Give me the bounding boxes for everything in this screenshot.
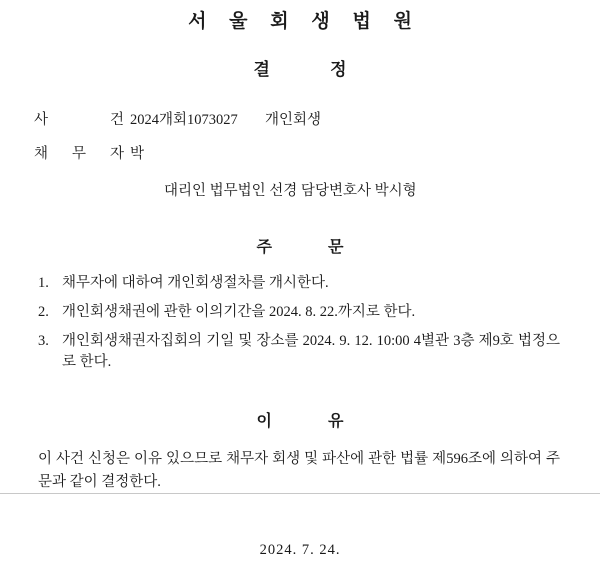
order-number: 3. — [38, 332, 49, 349]
debtor-label — [34, 142, 130, 163]
orders-list — [34, 273, 566, 374]
debtor-name: 박 — [130, 146, 145, 162]
case-label-char-1: 사 — [34, 112, 49, 128]
order-text: 채무자에 대하여 개인회생절차를 개시한다. — [62, 275, 329, 291]
order-text: 개인회생채권자집회의 기일 및 장소를 2024. 9. 12. 10:00 4별관 3층 제9호 법정으로 한다. — [62, 332, 560, 371]
case-label — [34, 108, 130, 129]
order-text: 개인회생채권에 관한 이의기간을 2024. 8. 22.까지로 한다. — [62, 303, 416, 320]
debtor-label-char-2: 무 — [71, 146, 86, 162]
list-item — [38, 273, 560, 295]
page-divider — [0, 493, 600, 494]
decision-date: 2024. 7. 24. — [259, 542, 341, 558]
document-type-heading: 결 정 — [253, 60, 375, 79]
case-label-char-2: 건 — [109, 112, 124, 128]
case-fields — [34, 108, 566, 163]
case-number-row — [34, 108, 566, 129]
reason-text: 이 사건 신청은 이유 있으므로 채무자 회생 및 파산에 관한 법률 제596조에 의하여 주문과 같이 결정한다. — [38, 451, 560, 491]
orders-heading: 주 문 — [256, 239, 370, 256]
debtor-label-char-3: 자 — [109, 146, 124, 162]
court-title: 서 울 회 생 법 원 — [188, 11, 421, 32]
legal-representative-line: 대리인 법무법인 선경 담당변호사 박시형 — [164, 183, 417, 199]
document-page — [0, 6, 600, 564]
list-item — [38, 331, 560, 375]
debtor-label-char-1: 채 — [34, 146, 49, 162]
case-type: 개인회생 — [265, 112, 322, 128]
debtor-row — [34, 142, 566, 163]
list-item — [38, 302, 560, 324]
case-number: 2024개회1073027 — [130, 112, 238, 128]
order-number: 2. — [38, 303, 49, 320]
case-value — [130, 108, 566, 129]
reason-body — [34, 448, 566, 495]
order-number: 1. — [38, 275, 49, 291]
reason-heading: 이 유 — [256, 413, 370, 430]
